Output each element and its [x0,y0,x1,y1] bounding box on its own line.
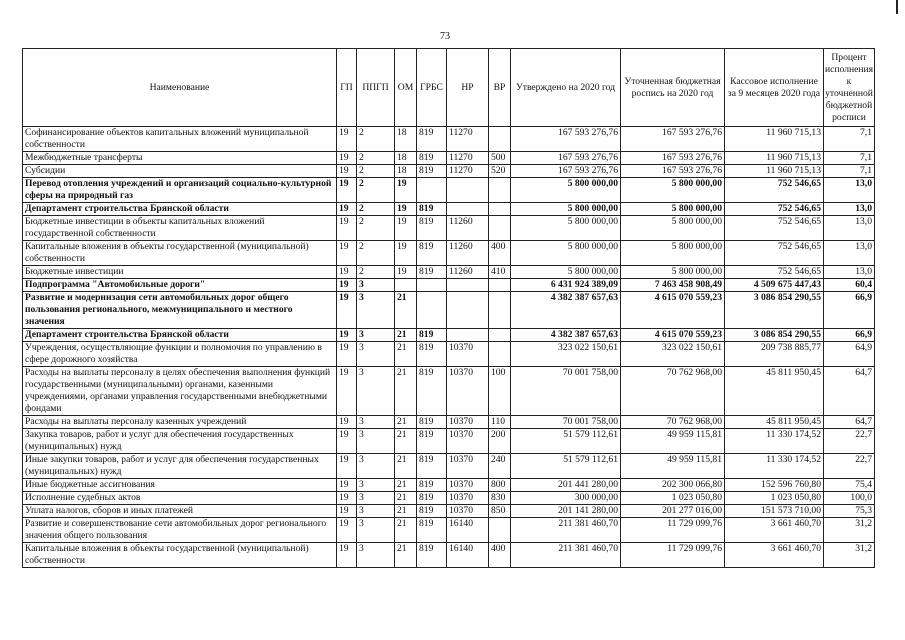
cell-approved: 6 431 924 389,09 [511,279,621,292]
cell-vr [489,329,511,342]
cell-name: Субсидии [23,165,337,178]
cell-gp: 19 [337,165,357,178]
cell-name: Межбюджетные трансферты [23,152,337,165]
cell-om: 21 [395,292,417,329]
table-row [23,216,875,241]
cell-gp: 19 [337,216,357,241]
cell-om: 18 [395,127,417,152]
cell-refined: 70 762 968,00 [621,416,725,429]
cell-refined: 5 800 000,00 [621,216,725,241]
cell-percent: 75,3 [824,505,875,518]
cell-ppgp: 2 [357,127,395,152]
cell-refined: 49 959 115,81 [621,429,725,454]
cell-grbs: 819 [417,367,447,416]
cell-grbs: 819 [417,454,447,479]
cell-vr [489,279,511,292]
cell-refined: 167 593 276,76 [621,127,725,152]
header-vr: ВР [489,49,511,127]
cell-vr: 410 [489,266,511,279]
cell-om: 21 [395,492,417,505]
cell-percent: 13,0 [824,216,875,241]
cell-grbs: 819 [417,416,447,429]
cell-name: Иные бюджетные ассигнования [23,479,337,492]
cell-percent: 64,7 [824,367,875,416]
cell-gp: 19 [337,279,357,292]
cell-ppgp: 2 [357,165,395,178]
cell-gp: 19 [337,292,357,329]
cell-gp: 19 [337,479,357,492]
cell-percent: 60,4 [824,279,875,292]
cell-name: Департамент строительства Брянской области [23,203,337,216]
cell-om: 21 [395,479,417,492]
cell-percent: 7,1 [824,127,875,152]
cell-grbs [417,178,447,203]
cell-ppgp: 2 [357,216,395,241]
cell-grbs: 819 [417,165,447,178]
cell-om: 19 [395,203,417,216]
cell-refined: 11 729 099,76 [621,543,725,568]
table-row [23,178,875,203]
cell-vr: 240 [489,454,511,479]
table-row [23,505,875,518]
cell-cash: 11 960 715,13 [725,165,824,178]
cell-grbs: 819 [417,492,447,505]
cell-gp: 19 [337,492,357,505]
cell-approved: 167 593 276,76 [511,127,621,152]
table-row [23,454,875,479]
cell-percent: 22,7 [824,429,875,454]
cell-refined: 201 277 016,00 [621,505,725,518]
cell-grbs: 819 [417,216,447,241]
cell-vr: 400 [489,543,511,568]
cell-grbs: 819 [417,203,447,216]
cell-om: 21 [395,429,417,454]
cell-approved: 300 000,00 [511,492,621,505]
cell-name: Бюджетные инвестиции в объекты капитальных вложений государственной собственности [23,216,337,241]
cell-om: 19 [395,178,417,203]
cell-percent: 31,2 [824,518,875,543]
table-header-row [23,49,875,127]
cell-refined: 11 729 099,76 [621,518,725,543]
cell-approved: 5 800 000,00 [511,241,621,266]
cell-percent: 7,1 [824,165,875,178]
cell-refined: 323 022 150,61 [621,342,725,367]
cell-approved: 167 593 276,76 [511,165,621,178]
header-gp: ГП [337,49,357,127]
cell-cash: 11 960 715,13 [725,127,824,152]
cell-cash: 151 573 710,00 [725,505,824,518]
cell-name: Уплата налогов, сборов и иных платежей [23,505,337,518]
cell-grbs [417,292,447,329]
cell-grbs: 819 [417,543,447,568]
cell-gp: 19 [337,342,357,367]
header-name: Наименование [23,49,337,127]
cell-gp: 19 [337,454,357,479]
cell-approved: 4 382 387 657,63 [511,292,621,329]
cell-gp: 19 [337,329,357,342]
cell-gp: 19 [337,266,357,279]
cell-approved: 51 579 112,61 [511,454,621,479]
cell-ppgp: 2 [357,152,395,165]
cell-np: 11270 [447,127,489,152]
cell-ppgp: 3 [357,429,395,454]
cell-om: 18 [395,165,417,178]
table-row [23,342,875,367]
cell-cash: 752 546,65 [725,216,824,241]
cell-vr: 200 [489,429,511,454]
cell-percent: 13,0 [824,203,875,216]
cell-gp: 19 [337,178,357,203]
table-row [23,266,875,279]
cell-gp: 19 [337,543,357,568]
cell-refined: 4 615 070 559,23 [621,329,725,342]
cell-gp: 19 [337,127,357,152]
cell-name: Капитальные вложения в объекты государственной (муниципальной) собственности [23,241,337,266]
cell-name: Учреждения, осуществляющие функции и полномочия по управлению в сфере дорожного хозяйства [23,342,337,367]
cell-percent: 66,9 [824,292,875,329]
cell-vr: 850 [489,505,511,518]
cell-approved: 5 800 000,00 [511,216,621,241]
cell-vr [489,342,511,367]
cell-vr [489,203,511,216]
cell-vr: 520 [489,165,511,178]
cell-om: 21 [395,416,417,429]
cell-np: 10370 [447,492,489,505]
cell-name: Развитие и модернизация сети автомобильных дорог общего пользования регионального, межмуниципального и местного значения [23,292,337,329]
table-row [23,152,875,165]
cell-om: 19 [395,266,417,279]
cell-grbs: 819 [417,266,447,279]
cell-gp: 19 [337,505,357,518]
cell-cash: 3 661 460,70 [725,518,824,543]
table-row [23,543,875,568]
cell-vr [489,518,511,543]
table-row [23,367,875,416]
cell-np: 11270 [447,152,489,165]
cell-cash: 11 330 174,52 [725,454,824,479]
table-row [23,492,875,505]
cell-grbs: 819 [417,329,447,342]
cell-ppgp: 3 [357,329,395,342]
cell-gp: 19 [337,203,357,216]
cell-refined: 202 300 066,80 [621,479,725,492]
table-row [23,292,875,329]
cell-ppgp: 3 [357,416,395,429]
header-cash: Кассовое исполнение за 9 месяцев 2020 года [725,49,824,127]
cell-ppgp: 3 [357,342,395,367]
table-row [23,203,875,216]
cell-om: 21 [395,342,417,367]
cell-ppgp: 2 [357,203,395,216]
cell-om: 18 [395,152,417,165]
cell-name: Иные закупки товаров, работ и услуг для обеспечения государственных (муниципальных) нужд [23,454,337,479]
cell-grbs: 819 [417,479,447,492]
cell-om: 21 [395,543,417,568]
cell-vr: 110 [489,416,511,429]
table-row [23,329,875,342]
table-row [23,479,875,492]
cell-name: Исполнение судебных актов [23,492,337,505]
cell-np [447,279,489,292]
cell-cash: 752 546,65 [725,241,824,266]
cell-cash: 11 960 715,13 [725,152,824,165]
cell-refined: 167 593 276,76 [621,152,725,165]
cell-approved: 70 001 758,00 [511,416,621,429]
cell-refined: 4 615 070 559,23 [621,292,725,329]
cell-gp: 19 [337,518,357,543]
cell-ppgp: 2 [357,241,395,266]
cell-om: 21 [395,329,417,342]
cell-vr [489,216,511,241]
cell-refined: 5 800 000,00 [621,241,725,266]
cell-om: 21 [395,367,417,416]
cell-percent: 13,0 [824,241,875,266]
cell-approved: 51 579 112,61 [511,429,621,454]
table-row [23,279,875,292]
cell-refined: 1 023 050,80 [621,492,725,505]
cell-cash: 45 811 950,45 [725,367,824,416]
cell-name: Департамент строительства Брянской области [23,329,337,342]
cell-name: Капитальные вложения в объекты государственной (муниципальной) собственности [23,543,337,568]
page-number: 73 [440,31,450,42]
cell-grbs: 819 [417,152,447,165]
cell-name: Развитие и совершенствование сети автомобильных дорог регионального значения общего пользования [23,518,337,543]
cell-vr: 100 [489,367,511,416]
cell-ppgp: 3 [357,543,395,568]
page-edge-mark [896,0,898,14]
cell-np: 10370 [447,429,489,454]
cell-percent: 66,9 [824,329,875,342]
cell-ppgp: 2 [357,178,395,203]
cell-grbs [417,279,447,292]
cell-np: 11260 [447,241,489,266]
cell-percent: 7,1 [824,152,875,165]
cell-om: 21 [395,454,417,479]
cell-cash: 152 596 760,80 [725,479,824,492]
cell-ppgp: 3 [357,292,395,329]
header-refined: Уточненная бюджетная роспись на 2020 год [621,49,725,127]
cell-ppgp: 3 [357,518,395,543]
cell-om: 21 [395,518,417,543]
cell-vr: 830 [489,492,511,505]
cell-approved: 201 141 280,00 [511,505,621,518]
header-om: ОМ [395,49,417,127]
cell-ppgp: 3 [357,492,395,505]
header-percent: Процент исполнения к уточненной бюджетной росписи [824,49,875,127]
cell-refined: 5 800 000,00 [621,203,725,216]
cell-cash: 752 546,65 [725,266,824,279]
cell-grbs: 819 [417,342,447,367]
header-grbs: ГРБС [417,49,447,127]
cell-grbs: 819 [417,429,447,454]
cell-approved: 5 800 000,00 [511,266,621,279]
cell-approved: 4 382 387 657,63 [511,329,621,342]
cell-ppgp: 3 [357,479,395,492]
table-row [23,518,875,543]
cell-cash: 11 330 174,52 [725,429,824,454]
cell-vr: 500 [489,152,511,165]
cell-name: Подпрограмма "Автомобильные дороги" [23,279,337,292]
cell-ppgp: 3 [357,505,395,518]
cell-grbs: 819 [417,505,447,518]
cell-ppgp: 3 [357,367,395,416]
header-approved: Утверждено на 2020 год [511,49,621,127]
cell-name: Перевод отопления учреждений и организаций социально-культурной сферы на природный газ [23,178,337,203]
table-row [23,416,875,429]
cell-percent: 64,9 [824,342,875,367]
cell-cash: 45 811 950,45 [725,416,824,429]
cell-np: 10370 [447,416,489,429]
table-body [23,127,875,568]
cell-vr [489,127,511,152]
cell-name: Расходы на выплаты персоналу в целях обеспечения выполнения функций государственными (муниципальными) органами, казенными учреждениями, органами управления государственными внебюджетными фондами [23,367,337,416]
cell-percent: 31,2 [824,543,875,568]
cell-gp: 19 [337,241,357,266]
cell-refined: 5 800 000,00 [621,178,725,203]
cell-cash: 4 509 675 447,43 [725,279,824,292]
cell-name: Расходы на выплаты персоналу казенных учреждений [23,416,337,429]
cell-cash: 209 738 885,77 [725,342,824,367]
cell-np: 11270 [447,165,489,178]
cell-percent: 100,0 [824,492,875,505]
cell-np [447,203,489,216]
cell-grbs: 819 [417,241,447,266]
cell-approved: 323 022 150,61 [511,342,621,367]
cell-np: 16140 [447,543,489,568]
cell-approved: 5 800 000,00 [511,178,621,203]
cell-cash: 1 023 050,80 [725,492,824,505]
cell-percent: 22,7 [824,454,875,479]
cell-np: 10370 [447,367,489,416]
cell-refined: 7 463 458 908,49 [621,279,725,292]
cell-name: Бюджетные инвестиции [23,266,337,279]
cell-percent: 75,4 [824,479,875,492]
cell-om: 19 [395,241,417,266]
header-np: НР [447,49,489,127]
cell-ppgp: 3 [357,279,395,292]
cell-vr [489,292,511,329]
cell-refined: 167 593 276,76 [621,165,725,178]
cell-cash: 3 661 460,70 [725,543,824,568]
cell-cash: 3 086 854 290,55 [725,329,824,342]
cell-vr: 800 [489,479,511,492]
cell-vr: 400 [489,241,511,266]
cell-np: 16140 [447,518,489,543]
cell-om: 21 [395,505,417,518]
cell-np [447,329,489,342]
cell-percent: 13,0 [824,178,875,203]
cell-om [395,279,417,292]
cell-approved: 5 800 000,00 [511,203,621,216]
cell-grbs: 819 [417,127,447,152]
cell-approved: 70 001 758,00 [511,367,621,416]
cell-approved: 211 381 460,70 [511,518,621,543]
cell-np: 11260 [447,266,489,279]
cell-refined: 70 762 968,00 [621,367,725,416]
table-row [23,241,875,266]
budget-table [22,48,875,568]
cell-cash: 752 546,65 [725,203,824,216]
cell-gp: 19 [337,429,357,454]
cell-np: 10370 [447,342,489,367]
cell-approved: 211 381 460,70 [511,543,621,568]
cell-np: 10370 [447,479,489,492]
cell-om: 19 [395,216,417,241]
cell-gp: 19 [337,367,357,416]
cell-name: Закупка товаров, работ и услуг для обеспечения государственных (муниципальных) нужд [23,429,337,454]
table-row [23,429,875,454]
table-row [23,127,875,152]
cell-np: 10370 [447,505,489,518]
cell-ppgp: 2 [357,266,395,279]
cell-np [447,178,489,203]
cell-np [447,292,489,329]
cell-grbs: 819 [417,518,447,543]
cell-ppgp: 3 [357,454,395,479]
cell-cash: 752 546,65 [725,178,824,203]
cell-cash: 3 086 854 290,55 [725,292,824,329]
cell-refined: 49 959 115,81 [621,454,725,479]
cell-refined: 5 800 000,00 [621,266,725,279]
cell-approved: 167 593 276,76 [511,152,621,165]
cell-name: Софинансирование объектов капитальных вложений муниципальной собственности [23,127,337,152]
cell-np: 10370 [447,454,489,479]
cell-gp: 19 [337,152,357,165]
cell-approved: 201 441 280,00 [511,479,621,492]
table-row [23,165,875,178]
cell-percent: 13,0 [824,266,875,279]
header-ppgp: ППГП [357,49,395,127]
cell-vr [489,178,511,203]
cell-gp: 19 [337,416,357,429]
cell-percent: 64,7 [824,416,875,429]
cell-np: 11260 [447,216,489,241]
